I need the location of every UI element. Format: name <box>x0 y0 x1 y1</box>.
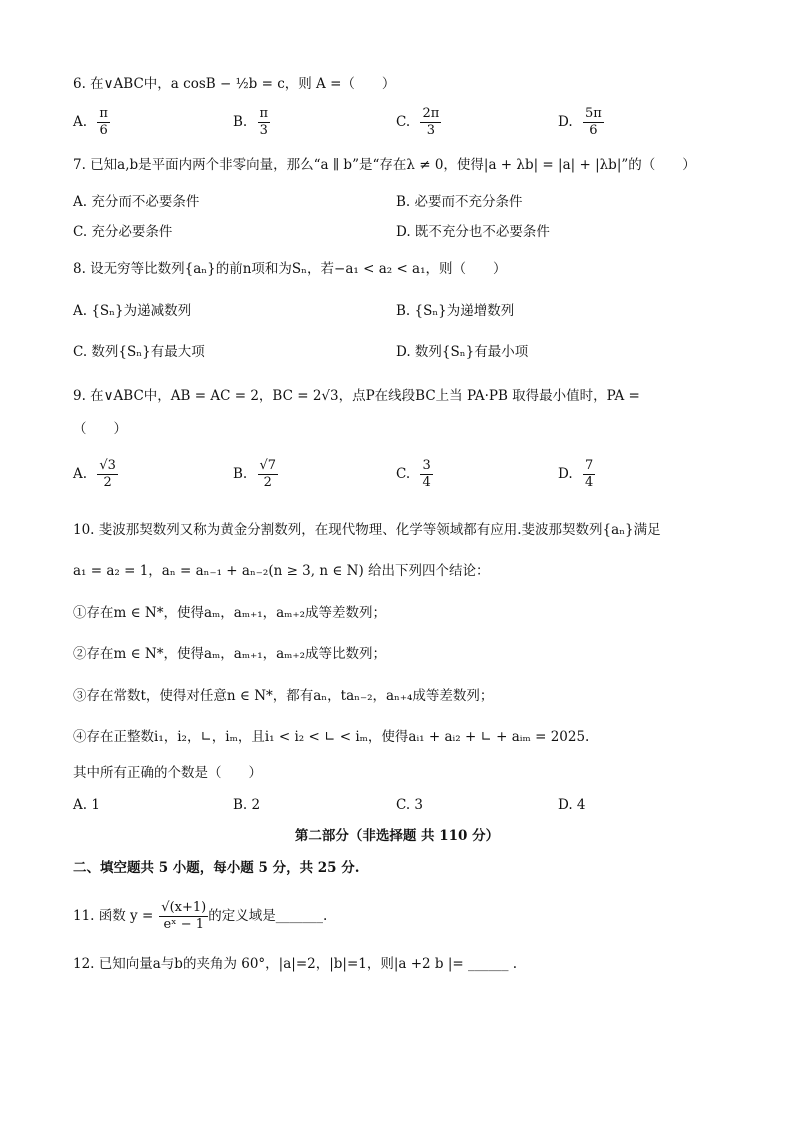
q8-option-c: C. 数列{Sₙ}有最大项 <box>73 344 205 360</box>
q8-option-d: D. 数列{Sₙ}有最小项 <box>396 344 529 360</box>
q10-question: 其中所有正确的个数是（ ） <box>73 765 262 781</box>
q9-stem-cont: （ ） <box>73 421 127 437</box>
q7-option-b: B. 必要而不充分条件 <box>396 194 523 210</box>
q9-stem: 9. 在∨ABC中，AB = AC = 2，BC = 2√3，点P在线段BC上当 PA·PB 取得最小值时，PA = <box>73 388 640 404</box>
q6-option-c: C. $\frac{2\pi}{3}$ <box>396 106 440 138</box>
q10-option-d: D. 4 <box>558 797 586 813</box>
q11-stem: 11. 函数 y = $\frac{√(x+1)}{\text{eˣ − 1}}$ 的定义域是_______. <box>73 900 328 932</box>
q10-stem: 10. 斐波那契数列又称为黄金分割数列，在现代物理、化学等领域都有应用.斐波那契数列{aₙ}满足 <box>73 522 661 538</box>
q6-option-b: B. $\frac{\pi}{3}$ <box>233 106 269 138</box>
q8-option-a: A. {Sₙ}为递减数列 <box>73 303 192 319</box>
q6-option-d: D. $\frac{5\pi}{6}$ <box>558 106 602 138</box>
q10-item-2: ②存在m ∈ N*，使得aₘ，aₘ₊₁，aₘ₊₂成等比数列； <box>73 646 386 662</box>
q12-stem: 12. 已知向量a与b的夹角为 60°，|a|=2，|b|=1，则|a +2 b |= ______ . <box>73 956 518 972</box>
q10-stem-2: a₁ = a₂ = 1，aₙ = aₙ₋₁ + aₙ₋₂(n ≥ 3, n ∈ N) 给出下列四个结论： <box>73 563 490 579</box>
q10-item-3: ③存在常数t，使得对任意n ∈ N*，都有aₙ，taₙ₋₂，aₙ₊₄成等差数列； <box>73 688 494 704</box>
q10-option-b: B. 2 <box>233 797 261 813</box>
q9-option-d: D. $\frac{7}{4}$ <box>558 458 594 490</box>
section2-heading: 二、填空题共 5 小题，每小题 5 分，共 25 分. <box>73 860 360 876</box>
q7-option-d: D. 既不充分也不必要条件 <box>396 224 550 240</box>
q8-option-b: B. {Sₙ}为递增数列 <box>396 303 515 319</box>
q7-stem: 7. 已知a,b是平面内两个非零向量，那么“a ∥ b”是“存在λ ≠ 0，使得|a + λb| = |a| + |λb|”的（ ） <box>73 157 696 173</box>
q7-option-c: C. 充分必要条件 <box>73 224 173 240</box>
q10-item-1: ①存在m ∈ N*，使得aₘ，aₘ₊₁，aₘ₊₂成等差数列； <box>73 605 386 621</box>
q8-stem: 8. 设无穷等比数列{aₙ}的前n项和为Sₙ，若−a₁ < a₂ < a₁，则（ ） <box>73 261 507 277</box>
q10-item-4: ④存在正整数i₁，i₂，∟，iₘ，且i₁ < i₂ < ∟ < iₘ，使得aᵢ₁ + aᵢ₂ + ∟ + aᵢₘ = 2025. <box>73 729 590 745</box>
q9-option-a: A. $\frac{√3}{2}$ <box>73 458 116 490</box>
q6-stem: 6. 在∨ABC中，a cosB − ½b = c，则 A =（ ） <box>73 76 396 92</box>
q10-option-c: C. 3 <box>396 797 424 813</box>
q9-option-b: B. $\frac{√7}{2}$ <box>233 458 277 490</box>
q9-option-c: C. $\frac{3}{4}$ <box>396 458 431 490</box>
part2-title: 第二部分（非选择题 共 110 分） <box>294 828 500 844</box>
q6-option-a: A. $\frac{\pi}{6}$ <box>73 106 108 138</box>
q10-option-a: A. 1 <box>73 797 100 813</box>
q7-option-a: A. 充分而不必要条件 <box>73 194 200 210</box>
